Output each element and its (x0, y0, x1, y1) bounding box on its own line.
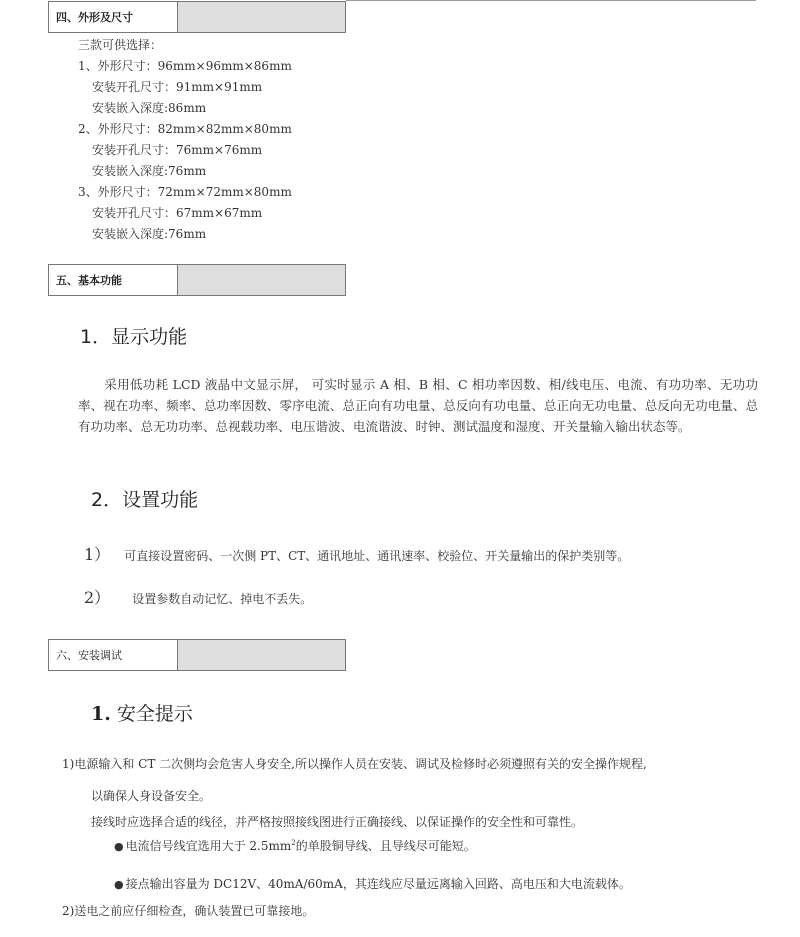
section-title: 五、基本功能 (49, 265, 178, 295)
paragraph-text: 采用低功耗 LCD 液晶中文显示屏， 可实时显示 A 相、B 相、C 相功率因数、相/线电压、电流、有功功率、无功功率、视在功率、频率、总功率因数、零序电流、总正向有功电量、总反向有功电量、总正向无功电量、总反向无功电量、总有功功率、总无功功率、总视载功率、电压谐波、电流谐波、时钟、测试温度和湿度、开关量输入输出状态等。 (78, 377, 758, 434)
heading-text: 安全提示 (116, 703, 193, 725)
safety-item-2: 2)送电之前应仔细检查，确认装置已可靠接地。 (62, 904, 315, 918)
bullet-text-pre: 电流信号线宜选用大于 2.5mm (125, 839, 292, 853)
model-2-cutout: 安装开孔尺寸：76mm×76mm (92, 143, 263, 157)
wiring-bullet-1 (114, 836, 476, 854)
item-number: 2） (84, 588, 111, 607)
settings-item-1 (84, 545, 630, 564)
item-text: 可直接设置密码、一次侧 PT、CT、通讯地址、通讯速率、校验位、开关量输出的保护类别等。 (124, 549, 630, 563)
model-1-depth: 安装嵌入深度:86mm (92, 101, 207, 115)
model-3-cutout: 安装开孔尺寸：67mm×67mm (92, 206, 263, 220)
model-1-cutout: 安装开孔尺寸：91mm×91mm (92, 80, 263, 94)
safety-item-1-line-1: 1)电源输入和 CT 二次侧均会危害人身安全,所以操作人员在安装、调试及检修时必须遵照有关的安全操作规程, (62, 757, 647, 771)
display-function-paragraph (78, 374, 758, 437)
model-2-depth: 安装嵌入深度:76mm (92, 164, 207, 178)
model-2-outer: 2、外形尺寸：82mm×82mm×80mm (78, 122, 292, 136)
section-header-fill (178, 640, 345, 670)
item-number: 1） (84, 545, 111, 564)
top-rule (346, 0, 756, 1)
model-3-depth: 安装嵌入深度:76mm (92, 227, 207, 241)
section-header-dimensions (48, 1, 346, 33)
wiring-bullet-2 (114, 877, 631, 892)
heading-number: 1. (91, 703, 111, 725)
display-function-heading: 1．显示功能 (80, 326, 188, 348)
section-header-installation (48, 639, 346, 671)
safety-item-1-line-2: 以确保人身设备安全。 (91, 789, 212, 803)
settings-function-heading: 2．设置功能 (91, 489, 199, 511)
section-title: 四、外形及尺寸 (49, 2, 178, 32)
bullet-text-post: 的单股铜导线、且导线尽可能短。 (295, 839, 476, 853)
wiring-note: 接线时应选择合适的线径，并严格按照接线图进行正确接线、以保证操作的安全性和可靠性。 (91, 815, 584, 829)
bullet-icon: ● (114, 878, 124, 891)
item-text: 设置参数自动记忆、掉电不丢失。 (132, 592, 313, 606)
bullet-icon: ● (114, 840, 124, 853)
dimensions-intro: 三款可供选择： (78, 38, 163, 52)
settings-item-2 (84, 588, 313, 607)
bullet-text: 接点输出容量为 DC12V、40mA/60mA，其连线应尽量远离输入回路、高电压和大电流载体。 (125, 877, 631, 891)
section-header-fill (178, 265, 345, 295)
section-title: 六、安装调试 (49, 640, 178, 670)
superscript: 2 (291, 839, 296, 847)
safety-heading (91, 699, 193, 726)
model-3-outer: 3、外形尺寸：72mm×72mm×80mm (78, 185, 292, 199)
section-header-basic-functions (48, 264, 346, 296)
section-header-fill (178, 2, 345, 32)
model-1-outer: 1、外形尺寸：96mm×96mm×86mm (78, 59, 292, 73)
